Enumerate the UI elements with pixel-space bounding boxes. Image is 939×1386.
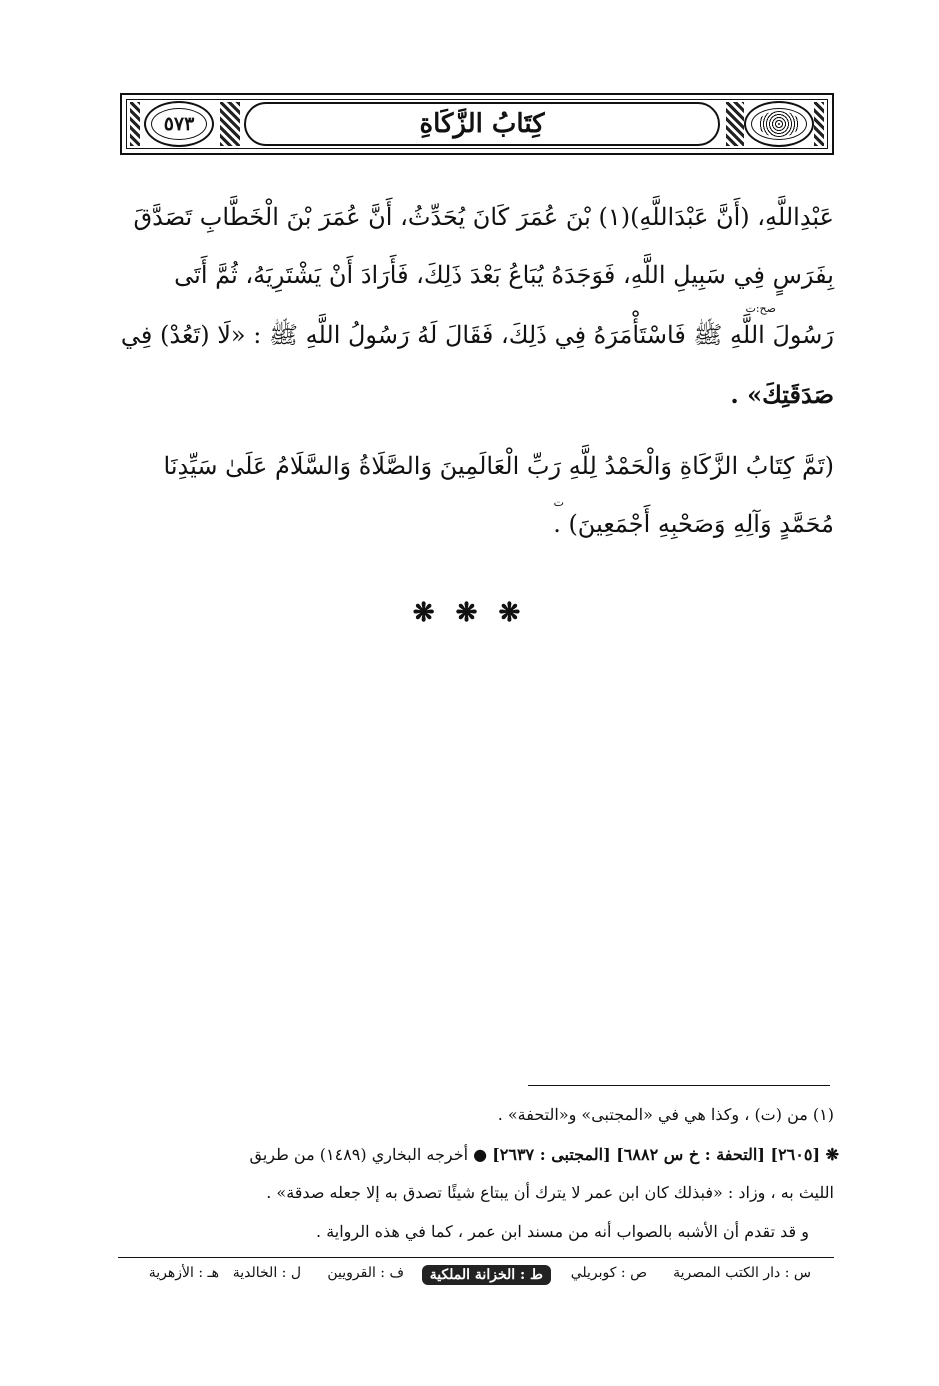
chapter-title-box xyxy=(244,102,720,146)
legend-item-highlighted: ط : الخزانة الملكية xyxy=(422,1265,551,1285)
text-line: مُحَمَّدٍ وَآلِهِ وَصَحْبِهِ أَجْمَعِينَ) . xyxy=(553,510,834,538)
header-ornament-band xyxy=(220,102,240,146)
legend-item: س : دار الكتب المصرية xyxy=(673,1265,811,1281)
hadith-ref-bold: ❋ [٢٦٠٥] [التحفة : خ س ٦٨٨٢] [المجتبى : ٢٦٣٧] xyxy=(492,1145,839,1164)
text-line: صَدَقَتِكَ» . xyxy=(730,380,834,409)
publisher-logo-icon xyxy=(758,111,800,137)
hadith-ref-rest: ● أخرجه البخاري (١٤٨٩) من طريق xyxy=(249,1145,488,1164)
footnote-line: الليث به ، وزاد : «فبذلك كان ابن عمر لا يترك أن يبتاع شيئًا تصدق به إلا جعله صدقة» . xyxy=(266,1183,834,1202)
marginal-note: صح:ت xyxy=(745,302,776,315)
marginal-note: ت xyxy=(553,496,564,509)
section-separator: ❋ ❋ ❋ xyxy=(412,598,527,628)
text-line: (تَمَّ كِتَابُ الزَّكَاةِ وَالْحَمْدُ لِلَّهِ رَبِّ الْعَالَمِينَ وَالصَّلَاةُ وَالسَّلَامُ عَلَىٰ سَيِّدِنَا xyxy=(163,452,834,480)
header-ornament-band xyxy=(130,102,140,146)
text-line: بِفَرَسٍ فِي سَبِيلِ اللَّهِ، فَوَجَدَهُ يُبَاعُ بَعْدَ ذَلِكَ، فَأَرَادَ أَنْ يَشْتَرِيَهُ، ثُمَّ أَتَى xyxy=(174,261,834,289)
page-number-medallion xyxy=(144,101,214,147)
chapter-title: كِتَابُ الزَّكَاةِ xyxy=(419,109,545,139)
hadith-reference xyxy=(249,1145,839,1164)
legend-rule xyxy=(118,1257,834,1258)
page-header xyxy=(120,93,834,155)
footnote-line: و قد تقدم أن الأشبه بالصواب أنه من مسند ابن عمر ، كما في هذه الرواية . xyxy=(316,1222,809,1241)
header-ornament-band xyxy=(726,102,744,146)
legend-item: هـ : الأزهرية xyxy=(148,1265,219,1281)
legend-item: ف : القرويين xyxy=(327,1265,404,1281)
text-line: عَبْدِاللَّهِ، (أَنَّ عَبْدَاللَّهِ)(١) بْنَ عُمَرَ كَانَ يُحَدِّثُ، أَنَّ عُمَرَ بْنَ الْخَطَّابِ تَصَدَّقَ xyxy=(133,203,834,231)
header-logo-medallion xyxy=(744,101,814,147)
text-line: رَسُولَ اللَّهِ ﷺ فَاسْتَأْمَرَهُ فِي ذَلِكَ، فَقَالَ لَهُ رَسُولُ اللَّهِ ﷺ : «لَا (تَعُدْ) فِي xyxy=(120,321,834,349)
footnote-1: (١) من (ت) ، وكذا هي في «المجتبى» و«التحفة» . xyxy=(497,1105,834,1124)
footnote-rule xyxy=(528,1085,830,1086)
page-number: ٥٧٣ xyxy=(163,113,195,135)
legend-item: ص : كوبريلي xyxy=(570,1265,647,1281)
legend-item: ل : الخالدية xyxy=(232,1265,301,1281)
header-ornament-band xyxy=(814,102,824,146)
